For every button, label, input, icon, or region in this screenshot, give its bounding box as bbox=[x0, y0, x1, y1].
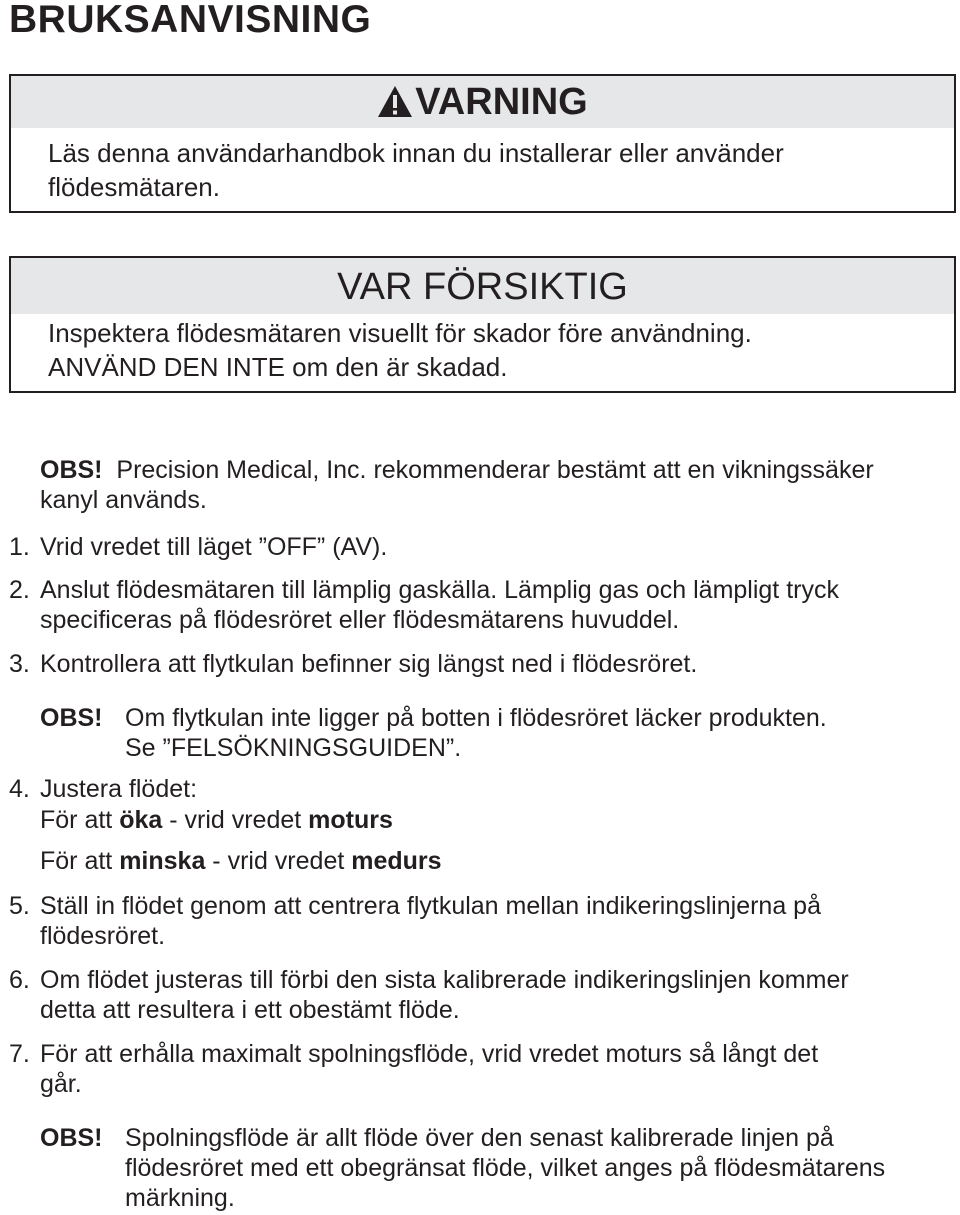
note-label: OBS! bbox=[40, 456, 103, 484]
caution-heading: VAR FÖRSIKTIG bbox=[11, 258, 954, 314]
step-1-text: Vrid vredet till läget ”OFF” (AV). bbox=[40, 533, 388, 561]
caution-text: Inspektera flödesmätaren visuellt för skador före användning. ANVÄND DEN INTE om den är skadad. bbox=[48, 318, 752, 382]
adjust-increase: För att öka - vrid vredet moturs bbox=[40, 806, 393, 834]
step-5-text: Ställ in flödet genom att centrera flytkulan mellan indikeringslinjerna på flödesröret. bbox=[40, 892, 821, 950]
note-label: OBS! bbox=[40, 704, 103, 732]
step-6-text: Om flödet justeras till förbi den sista kalibrerade indikeringslinjen kommer detta att resultera i ett obestämt flöde. bbox=[40, 966, 849, 1024]
warning-box bbox=[9, 74, 956, 213]
note-flotation-text: Om flytkulan inte ligger på botten i flödesröret läcker produkten. Se ”FELSÖKNINGSGUIDEN”. bbox=[125, 704, 827, 762]
step-3-text: Kontrollera att flytkulan befinner sig längst ned i flödesröret. bbox=[40, 650, 698, 678]
step-number: 2. bbox=[9, 576, 30, 604]
step-number: 7. bbox=[9, 1040, 30, 1068]
page-title: BRUKSANVISNING bbox=[9, 0, 372, 41]
warning-heading: VARNING bbox=[415, 81, 588, 123]
step-number: 4. bbox=[9, 775, 30, 803]
note-flush-text: Spolningsflöde är allt flöde över den senast kalibrerade linjen på flödesröret med ett obegränsat flöde, vilket anges på flödesmätarens märkning. bbox=[125, 1124, 886, 1212]
step-number: 6. bbox=[9, 966, 30, 994]
warning-triangle-icon bbox=[377, 80, 413, 132]
caution-box bbox=[9, 256, 956, 393]
step-number: 1. bbox=[9, 533, 30, 561]
note-label: OBS! bbox=[40, 1124, 103, 1152]
note-intro: OBS! Precision Medical, Inc. rekommenderar bestämt att en vikningssäker kanyl används. bbox=[40, 456, 874, 514]
step-number: 5. bbox=[9, 892, 30, 920]
warning-header bbox=[11, 76, 954, 128]
warning-text: Läs denna användarhandbok innan du installerar eller använder flödesmätaren. bbox=[48, 138, 784, 202]
step-2-text: Anslut flödesmätaren till lämplig gaskälla. Lämplig gas och lämpligt tryck specificeras på flödesröret eller flödesmätarens huvuddel. bbox=[40, 576, 839, 634]
adjust-decrease: För att minska - vrid vredet medurs bbox=[40, 847, 442, 875]
step-4-text: Justera flödet: bbox=[40, 775, 198, 803]
step-7-text: För att erhålla maximalt spolningsflöde, vrid vredet moturs så långt det går. bbox=[40, 1040, 819, 1098]
step-number: 3. bbox=[9, 650, 30, 678]
